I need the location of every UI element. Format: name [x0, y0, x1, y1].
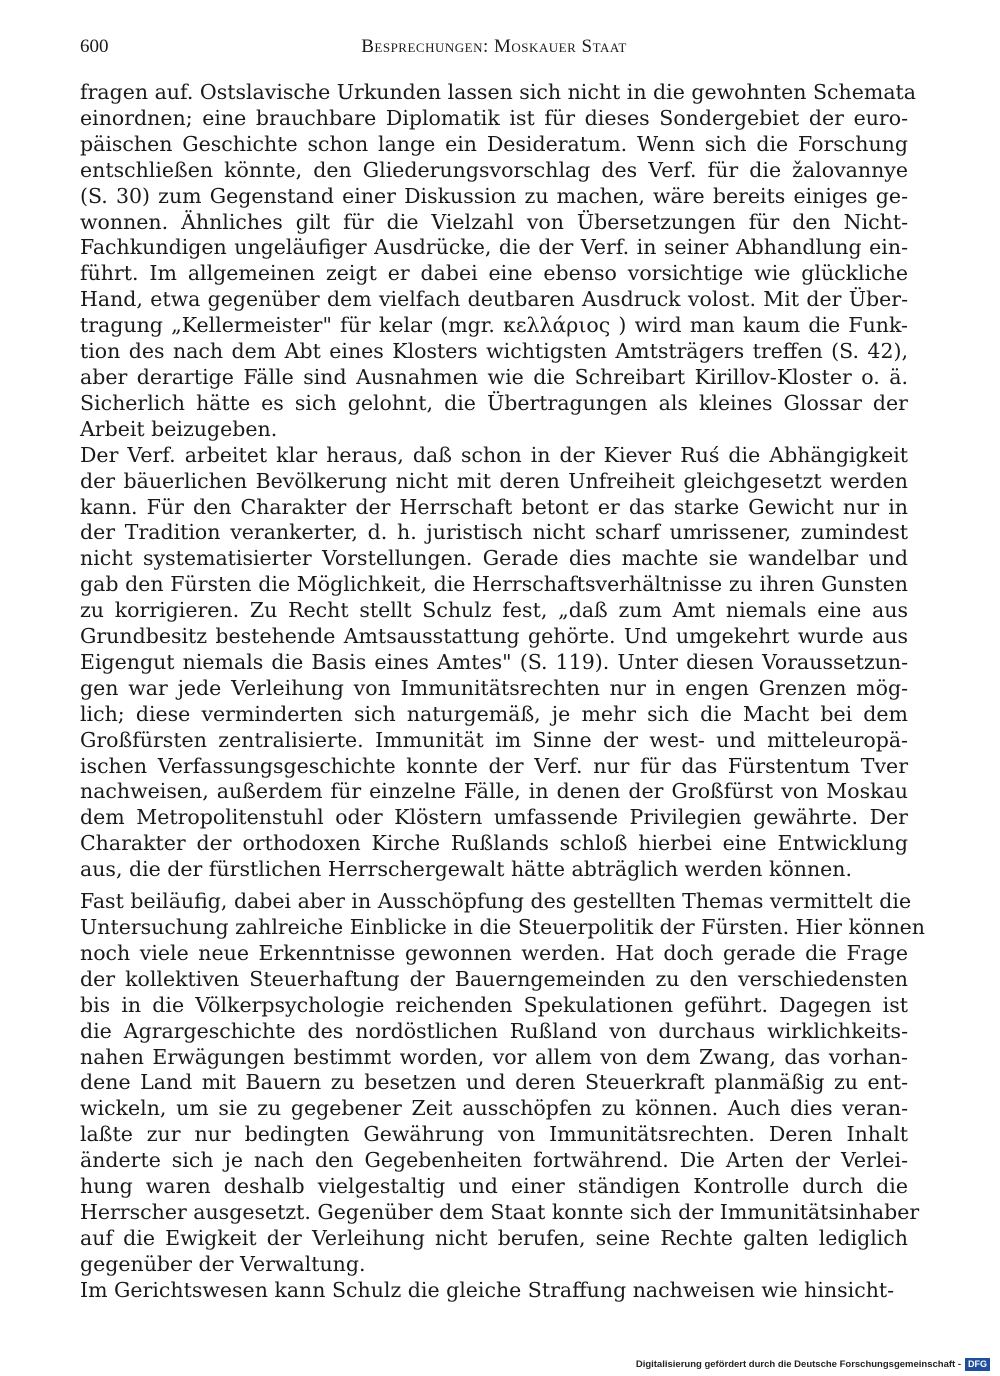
text-line: der kollektiven Steuerhaftung der Bauerngemeinden zu den verschiedensten [80, 966, 908, 991]
text-line: ischen Verfassungsgeschichte konnte der Verf. nur für das Fürstentum Tver [80, 753, 908, 778]
text-line: Arbeit beizugeben. [80, 416, 278, 441]
text-line: kann. Für den Charakter der Herrschaft betont er das starke Gewicht nur in [80, 494, 908, 519]
text-line: dene Land mit Bauern zu besetzen und deren Steuerkraft planmäßig zu ent- [80, 1070, 908, 1095]
text-line: Fachkundigen ungeläufiger Ausdrücke, die der Verf. in seiner Abhandlung ein- [80, 235, 908, 260]
running-title: Besprechungen: Moskauer Staat [361, 36, 627, 57]
text-line: Eigengut niemals die Basis eines Amtes" (S. 119). Unter diesen Voraussetzun- [80, 649, 908, 674]
text-line: noch viele neue Erkenntnisse gewonnen werden. Hat doch gerade die Frage [80, 940, 908, 965]
page [80, 30, 925, 1304]
text-line: gegenüber der Verwaltung. [80, 1251, 366, 1276]
text-line: Der Verf. arbeitet klar heraus, daß schon in der Kiever Ruś die Abhängigkeit [80, 442, 908, 467]
text-line: führt. Im allgemeinen zeigt er dabei eine ebenso vorsichtige wie glückliche [80, 261, 908, 286]
text-line: Hand, etwa gegenüber dem vielfach deutbaren Ausdruck volost. Mit der Über- [80, 287, 908, 312]
digitization-footer [636, 1358, 990, 1371]
text-line: tragung „Kellermeister" für kelar (mgr. κελλάριος ) wird man kaum die Funk- [80, 313, 908, 338]
text-line: Untersuchung zahlreiche Einblicke in die Steuerpolitik der Fürsten. Hier können [80, 915, 925, 939]
text-line: entschließen könnte, den Gliederungsvorschlag des Verf. für die žalovannye [80, 157, 908, 182]
paragraph [80, 443, 908, 883]
text-line: der Tradition verankerter, d. h. juristisch nicht scharf umrissener, zumindest [80, 520, 908, 545]
text-line: aber derartige Fälle sind Ausnahmen wie die Schreibart Kirillov-Kloster o. ä. [80, 364, 908, 389]
text-line: fragen auf. Ostslavische Urkunden lassen sich nicht in die gewohnten Schemata [80, 80, 916, 104]
text-line: dem Metropolitenstuhl oder Klöstern umfassende Privilegien gewährte. Der [80, 805, 908, 830]
text-line: Herrscher ausgesetzt. Gegenüber dem Staat konnte sich der Immunitätsinhaber [80, 1199, 920, 1224]
text-line: Charakter der orthodoxen Kirche Rußlands schloß hierbei eine Entwicklung [80, 831, 908, 856]
text-line: Fast beiläufig, dabei aber in Ausschöpfung des gestellten Themas vermittelt die [80, 889, 912, 914]
paragraph [80, 80, 916, 443]
text-line: Im Gerichtswesen kann Schulz die gleiche Straffung nachweisen wie hinsicht- [80, 1277, 895, 1302]
text-line: hung waren deshalb vielgestaltig und einer ständigen Kontrolle durch die [80, 1174, 908, 1199]
text-line: aus, die der fürstlichen Herrschergewalt hätte abträglich werden können. [80, 857, 853, 882]
paragraph [80, 889, 925, 1278]
text-line: änderte sich je nach den Gegebenheiten fortwährend. Die Arten der Verlei- [80, 1148, 908, 1173]
text-line: nahen Erwägungen bestimmt worden, vor allem von dem Zwang, das vorhan- [80, 1044, 908, 1069]
text-line: laßte zur nur bedingten Gewährung von Immunitätsrechten. Deren Inhalt [80, 1122, 908, 1147]
text-line: Grundbesitz bestehende Amtsausstattung gehörte. Und umgekehrt wurde aus [80, 624, 908, 649]
text-line: bis in die Völkerpsychologie reichenden Spekulationen geführt. Dagegen ist [80, 992, 908, 1017]
text-line: zu korrigieren. Zu Recht stellt Schulz fest, „daß zum Amt niemals eine aus [80, 598, 908, 623]
text-line: der bäuerlichen Bevölkerung nicht mit deren Unfreiheit gleichgesetzt werden [80, 468, 908, 493]
text-line: nicht systematisierter Vorstellungen. Gerade dies machte sie wandelbar und [80, 546, 908, 571]
page-header [80, 30, 908, 60]
body-text [80, 80, 925, 1304]
text-line: Sicherlich hätte es sich gelohnt, die Übertragungen als kleines Glossar der [80, 390, 908, 415]
text-line: wickeln, um sie zu gegebener Zeit ausschöpfen zu können. Auch dies veran- [80, 1096, 908, 1121]
text-line: auf die Ewigkeit der Verleihung nicht berufen, seine Rechte galten lediglich [80, 1225, 908, 1250]
paragraph [80, 1278, 908, 1304]
page-number: 600 [80, 36, 109, 57]
text-line: lich; diese verminderten sich naturgemäß, je mehr sich die Macht bei dem [80, 701, 908, 726]
text-line: gab den Fürsten die Möglichkeit, die Herrschaftsverhältnisse zu ihren Gunsten [80, 572, 908, 597]
dfg-logo: DFG [965, 1358, 990, 1371]
text-line: die Agrargeschichte des nordöstlichen Rußland von durchaus wirklichkeits- [80, 1018, 908, 1043]
text-line: päischen Geschichte schon lange ein Desideratum. Wenn sich die Forschung [80, 131, 908, 156]
footer-text: Digitalisierung gefördert durch die Deutsche Forschungsgemeinschaft - [635, 1359, 961, 1370]
text-line: wonnen. Ähnliches gilt für die Vielzahl von Übersetzungen für den Nicht- [80, 209, 908, 234]
text-line: gen war jede Verleihung von Immunitätsrechten nur in engen Grenzen mög- [80, 675, 908, 700]
text-line: nachweisen, außerdem für einzelne Fälle, in denen der Großfürst von Moskau [80, 779, 908, 804]
text-line: tion des nach dem Abt eines Klosters wichtigsten Amtsträgers treffen (S. 42), [80, 339, 908, 364]
text-line: einordnen; eine brauchbare Diplomatik ist für dieses Sondergebiet der euro- [80, 105, 908, 130]
text-line: (S. 30) zum Gegenstand einer Diskussion zu machen, wäre bereits einiges ge- [80, 183, 908, 208]
text-line: Großfürsten zentralisierte. Immunität im Sinne der west- und mitteleuropä- [80, 727, 908, 752]
